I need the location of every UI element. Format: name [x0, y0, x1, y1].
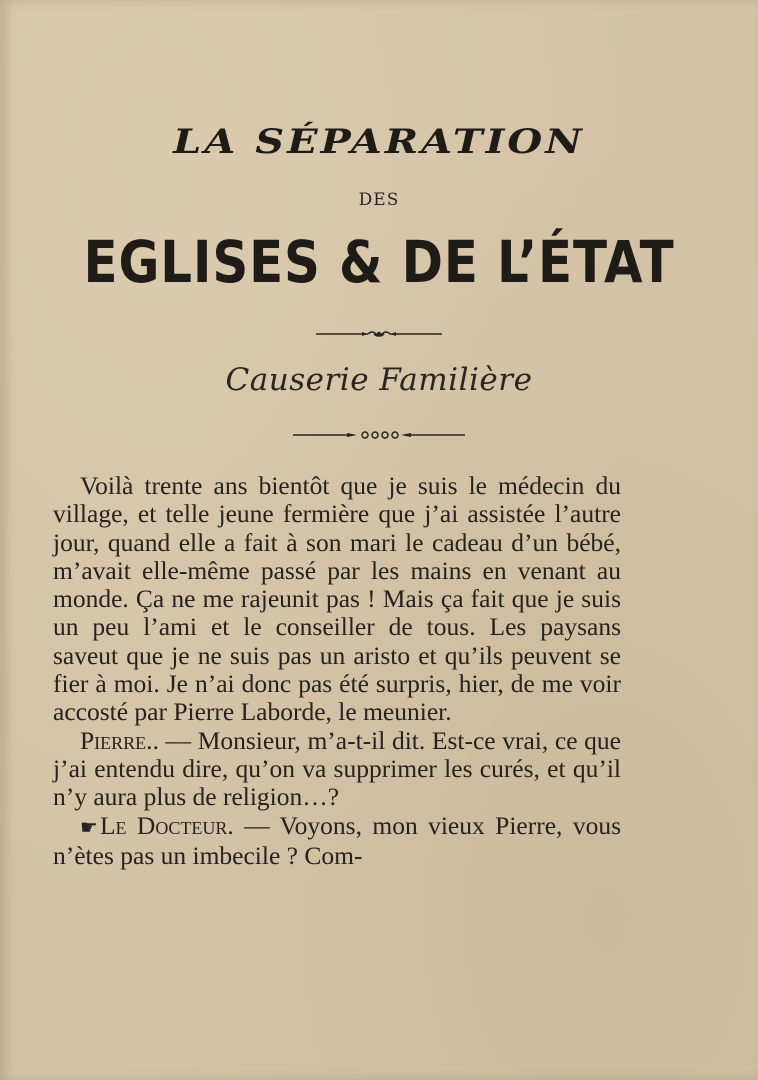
title-line-1: LA SÉPARATION: [173, 121, 585, 162]
ornament-rule-icon: [291, 428, 467, 442]
ornament-divider-top: [0, 328, 758, 340]
paragraph-text: Voilà trente ans bientôt que je suis le médecin du village, et telle jeune fermière que j’ai assistée l’autre jour, quand elle a fait à son mari le cadeau d’un bébé, m’avait elle-même passé par les mains en venant au monde. Ça ne me rajeunit pas ! Mais ça fait que je suis un peu l’ami et le conseiller de tous. Les paysans saveut que je ne suis pas un aristo et qu’ils peuvent se fier à moi. Je n’ai donc pas été surpris, hier, de me voir accosté par Pierre Laborde, le meunier.: [53, 471, 621, 727]
body-text: [53, 472, 621, 870]
speaker-name: Pierre.: [80, 725, 153, 755]
title-line-2: DES: [358, 190, 400, 210]
ornament-rule-icon: [314, 328, 444, 340]
pointing-hand-icon: ☛: [80, 816, 98, 839]
paragraph-2: [53, 727, 621, 812]
paragraph-1: [53, 472, 621, 727]
ornament-divider-bottom: [0, 428, 758, 442]
title-line-3: EGLISES & DE L’ÉTAT: [83, 228, 675, 296]
paragraph-text: — Voyons, mon vieux Pierre, vous n’ètes pas un imbecile ? Com-: [53, 810, 621, 870]
paragraph-3: [53, 812, 621, 871]
subtitle: Causerie Familière: [225, 362, 533, 398]
paragraph-text: . — Monsieur, m’a-t-il dit. Est-ce vrai, ce que j’ai entendu dire, qu’on va supprimer les curés, et qu’il n’y aura plus de religion…?: [53, 725, 621, 812]
speaker-name: Le Docteur.: [99, 810, 234, 840]
